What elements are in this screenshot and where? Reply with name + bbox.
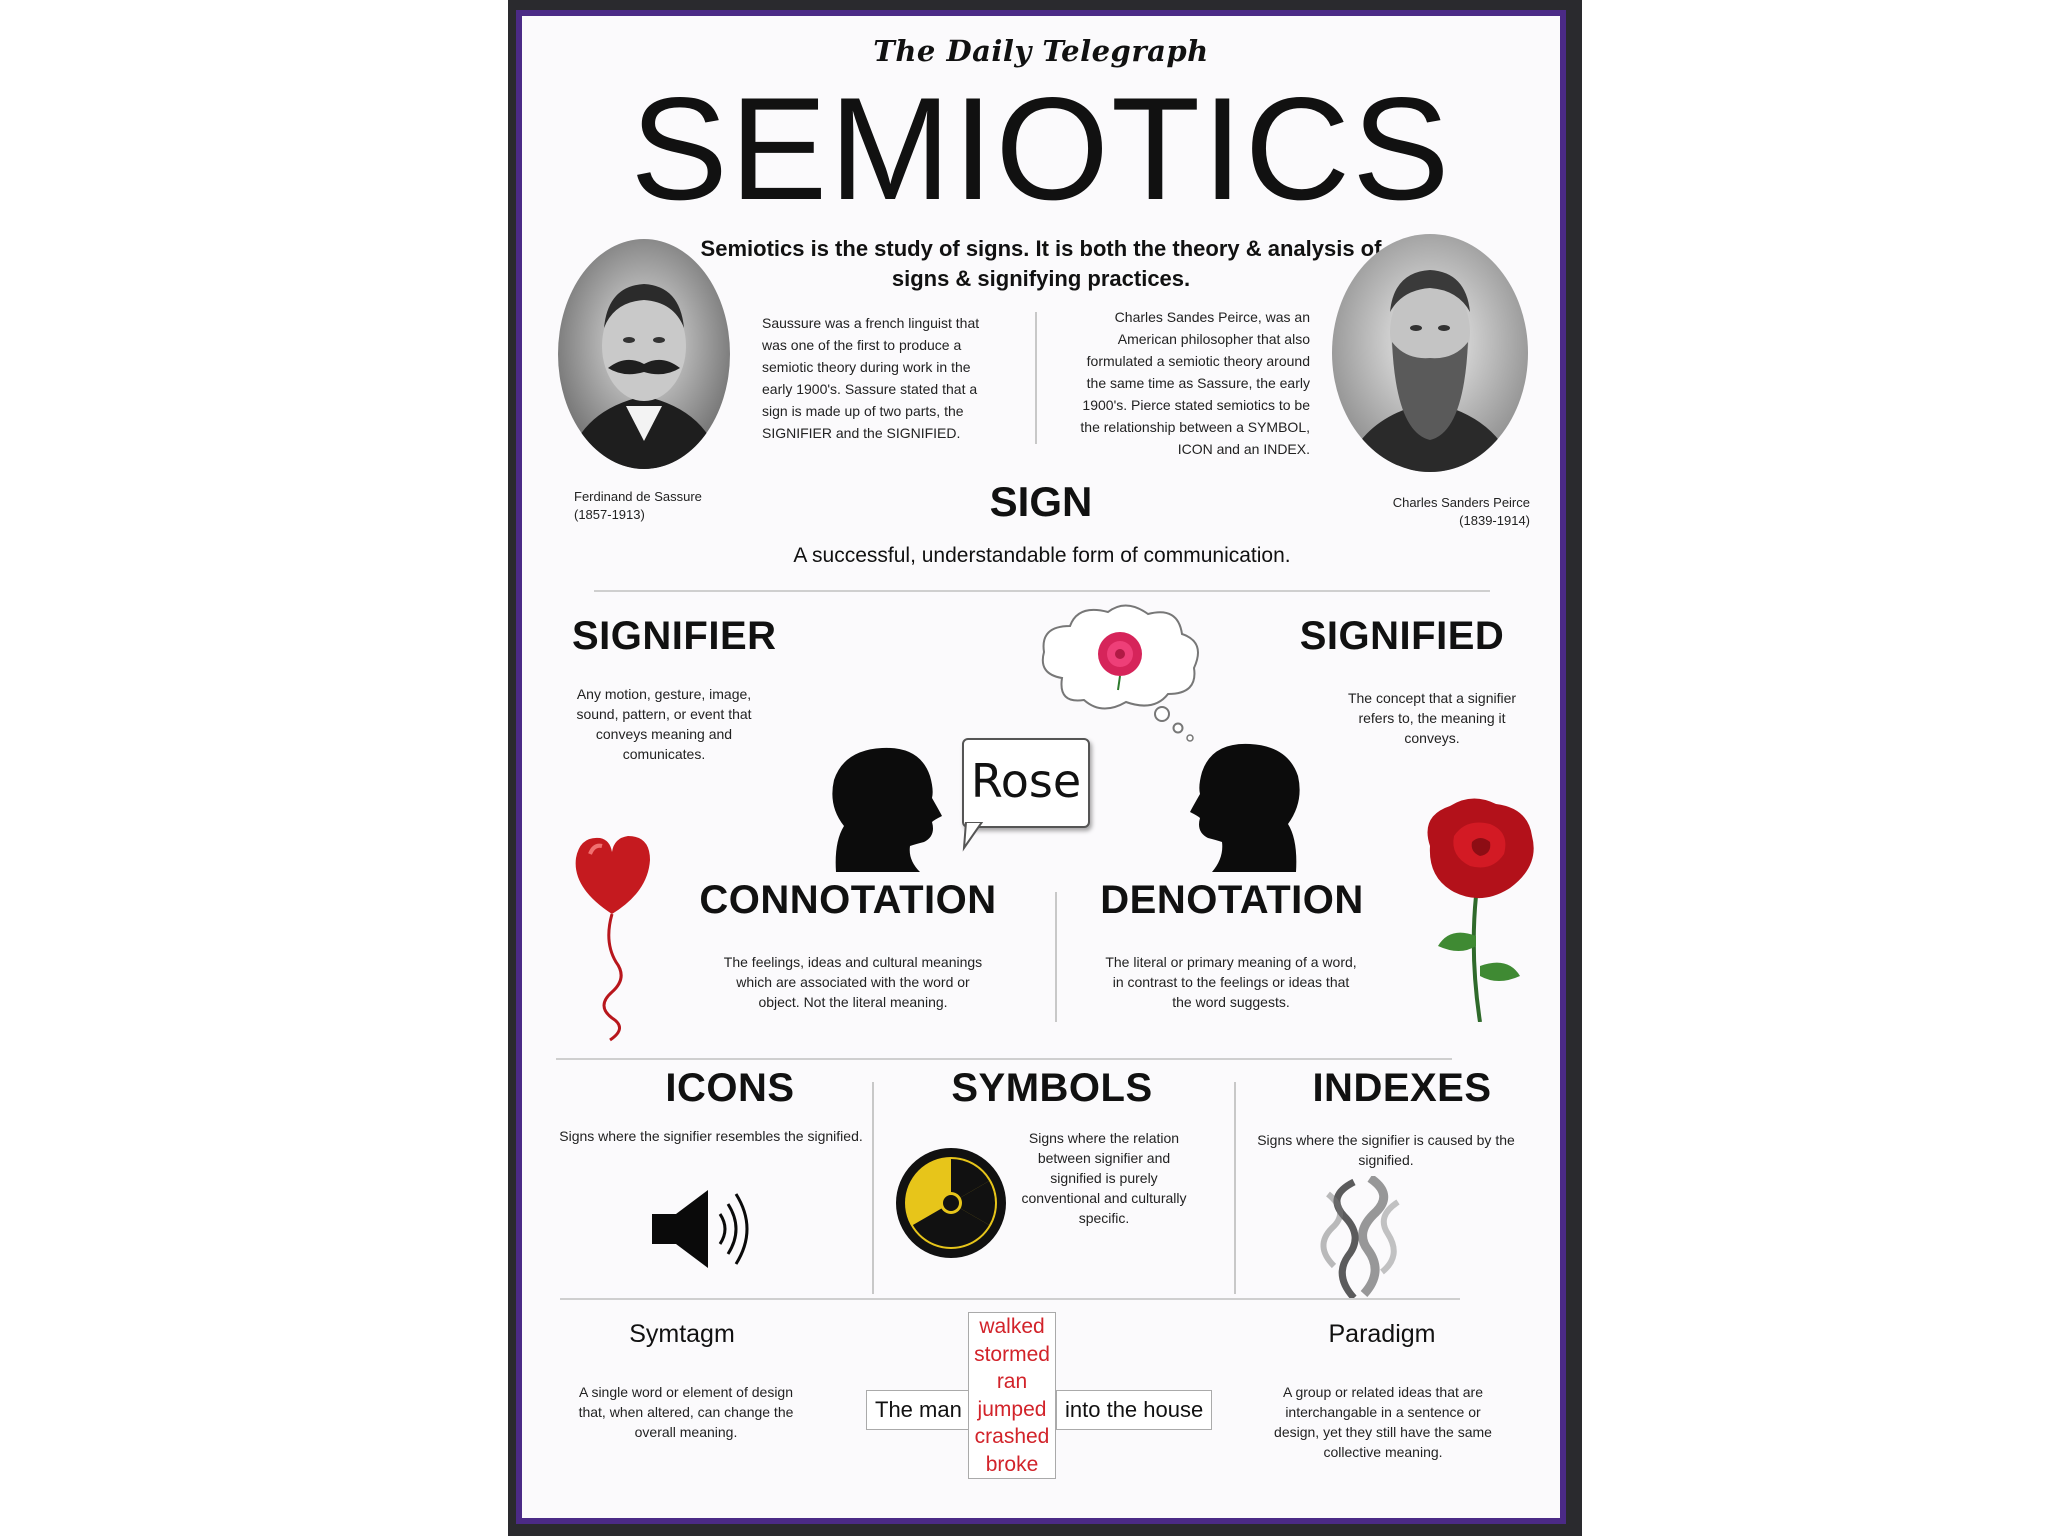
thought-bubble-icon (1022, 598, 1222, 748)
head-silhouette-left-icon (824, 746, 948, 872)
paradigm-word-column (968, 1312, 1056, 1479)
heart-balloon-icon (572, 832, 662, 1044)
sentence-start: The man (866, 1390, 971, 1430)
denotation-description: The literal or primary meaning of a word, in contrast to the feelings or ideas that the word suggests. (1105, 954, 1357, 1010)
speaker-icon (650, 1186, 770, 1272)
signifier-description: Any motion, gesture, image, sound, pattern, or event that conveys meaning and comunicates. (576, 686, 752, 762)
peirce-portrait (1330, 232, 1530, 474)
divider (872, 1082, 874, 1294)
divider (556, 1058, 1452, 1060)
icons-description: Signs where the signifier resembles the signified. (559, 1128, 863, 1144)
peirce-name: Charles Sanders Peirce (1392, 495, 1530, 510)
indexes-heading: INDEXES (1312, 1066, 1492, 1110)
paradigm-description: A group or related ideas that are interchangable in a sentence or design, yet they still have the same collective meaning. (1274, 1384, 1492, 1460)
sign-description: A successful, understandable form of communication. (793, 544, 1291, 567)
speech-bubble (962, 738, 1090, 828)
paradigm-word: broke (985, 1452, 1039, 1476)
red-rose-icon (1410, 796, 1546, 1022)
connotation-heading: CONNOTATION (699, 878, 997, 922)
divider (1234, 1082, 1236, 1294)
subtitle: Semiotics is the study of signs. It is both the theory & analysis of signs & signifying practices. (700, 236, 1382, 291)
denotation-heading: DENOTATION (1100, 878, 1364, 922)
radiation-symbol-icon (894, 1146, 1008, 1260)
saussure-name: Ferdinand de Sassure (574, 489, 702, 504)
page-title: SEMIOTICS (630, 67, 1452, 230)
peirce-bio: Charles Sandes Peirce, was an American philosopher that also formulated a semiotic theory around the same time as Sassure, the early 1900's. Pierce stated semiotics to be the relationship between a SYMBOL, ICON and an INDEX. (1080, 309, 1310, 457)
connotation-description: The feelings, ideas and cultural meanings which are associated with the word or object. Not the literal meaning. (723, 954, 983, 1010)
paradigm-word: stormed (974, 1342, 1050, 1366)
divider (594, 590, 1490, 592)
peirce-caption (1310, 494, 1530, 530)
syntagm-heading: Symtagm (629, 1320, 735, 1348)
syntagm-description: A single word or element of design that, when altered, can change the overall meaning. (578, 1384, 794, 1440)
smoke-icon (1304, 1176, 1414, 1300)
poster (522, 16, 1560, 1518)
saussure-bio: Saussure was a french linguist that was one of the first to produce a semiotic theory during work in the early 1900's. Sassure stated that a sign is made up of two parts, the SIGNIFIER and the SIGNIFIED. (762, 315, 980, 441)
sentence-end: into the house (1056, 1390, 1212, 1430)
paradigm-word: crashed (974, 1425, 1050, 1448)
saussure-caption (574, 488, 774, 524)
symbols-heading: SYMBOLS (951, 1066, 1153, 1110)
saussure-portrait (556, 236, 732, 472)
peirce-dates: (1839-1914) (1459, 513, 1530, 528)
signified-heading: SIGNIFIED (1299, 614, 1505, 658)
signified-description: The concept that a signifier refers to, the meaning it conveys. (1347, 690, 1517, 746)
indexes-description: Signs where the signifier is caused by the signified. (1257, 1132, 1515, 1168)
speech-bubble-tail-icon (962, 822, 992, 852)
paradigm-word: ran (996, 1370, 1028, 1393)
head-silhouette-right-icon (1184, 742, 1308, 872)
symbols-description: Signs where the relation between signifier and signified is purely conventional and culturally specific. (1021, 1130, 1187, 1226)
divider (560, 1298, 1460, 1300)
sign-heading: SIGN (989, 478, 1093, 525)
paradigm-word: jumped (977, 1397, 1047, 1421)
paradigm-heading: Paradigm (1328, 1320, 1436, 1348)
masthead: The Daily Telegraph (873, 34, 1209, 68)
speech-bubble-word: Rose (970, 754, 1082, 808)
divider (1055, 892, 1057, 1022)
saussure-dates: (1857-1913) (574, 507, 645, 522)
signifier-heading: SIGNIFIER (572, 614, 777, 658)
bio-divider (1035, 312, 1037, 444)
icons-heading: ICONS (665, 1066, 795, 1110)
paradigm-word: walked (979, 1315, 1045, 1338)
